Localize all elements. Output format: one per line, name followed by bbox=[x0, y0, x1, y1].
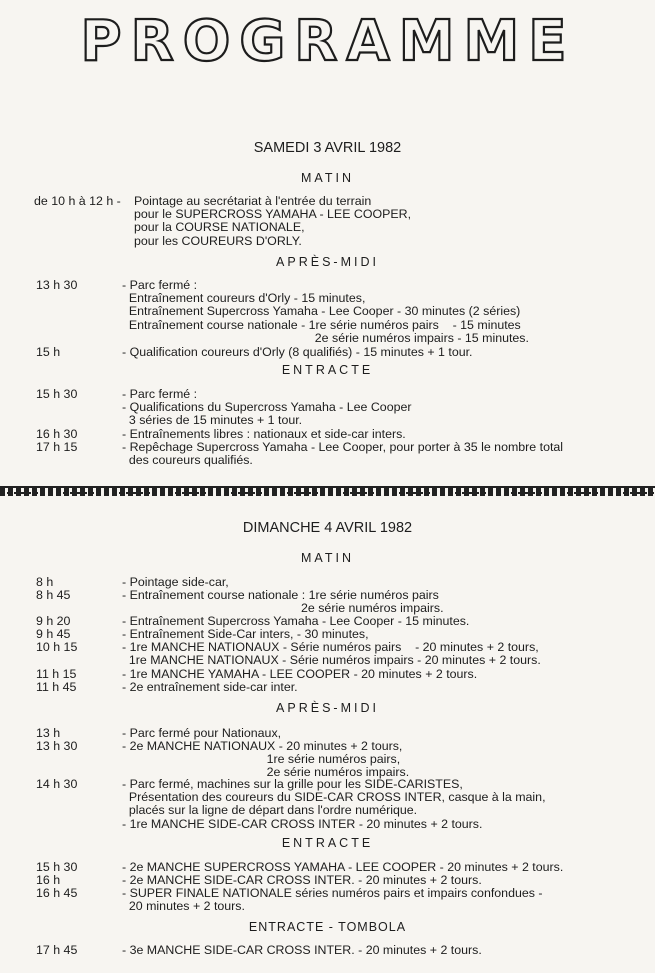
description-line: - Entraînement Supercross Yamaha - Lee Cooper - 15 minutes. bbox=[122, 614, 470, 628]
page-title: PROGRAMME bbox=[80, 9, 576, 74]
schedule-description bbox=[122, 944, 482, 957]
section-heading: APRÈS-MIDI bbox=[276, 255, 379, 269]
description-line: 1re série numéros pairs, bbox=[122, 752, 401, 767]
schedule-time: 9 h 45 bbox=[36, 627, 71, 641]
description-line: 2e série numéros impairs. bbox=[122, 601, 444, 616]
schedule-time: de 10 h à 12 h - bbox=[34, 194, 121, 208]
schedule-description bbox=[122, 641, 541, 667]
schedule-description bbox=[122, 681, 298, 694]
schedule-time: 17 h 45 bbox=[36, 943, 78, 957]
description-line: - Entraînement course nationale : 1re série numéros pairs bbox=[122, 588, 439, 602]
section-heading: MATIN bbox=[301, 171, 354, 185]
schedule-time: 16 h 30 bbox=[36, 427, 78, 441]
description-line: - SUPER FINALE NATIONALE séries numéros pairs et impairs confondues - bbox=[122, 886, 543, 900]
description-line: 20 minutes + 2 tours. bbox=[122, 899, 245, 914]
section-heading: ENTRACTE bbox=[281, 836, 374, 850]
description-line: - Parc fermé : bbox=[122, 387, 198, 401]
description-line: placés sur la ligne de départ dans l'ordre numérique. bbox=[122, 803, 418, 818]
schedule-time: 13 h 30 bbox=[36, 739, 78, 753]
page-divider bbox=[0, 486, 655, 496]
schedule-description bbox=[122, 740, 409, 780]
schedule-time: 8 h 45 bbox=[36, 588, 71, 602]
schedule-description bbox=[122, 279, 529, 345]
description-line: pour les COUREURS D'ORLY. bbox=[134, 233, 302, 248]
saturday-date: SAMEDI 3 AVRIL 1982 bbox=[253, 140, 402, 156]
description-line: - 1re MANCHE SIDE-CAR CROSS INTER - 20 minutes + 2 tours. bbox=[122, 816, 483, 831]
description-line: - 1re MANCHE YAMAHA - LEE COOPER - 20 minutes + 2 tours. bbox=[122, 667, 478, 681]
description-line: - Entraînements libres : nationaux et side-car inters. bbox=[122, 427, 406, 441]
description-line: - Entraînement Side-Car inters, - 30 minutes, bbox=[122, 627, 369, 641]
schedule-description bbox=[122, 589, 444, 615]
schedule-time: 16 h bbox=[36, 873, 61, 887]
description-line: - Qualification coureurs d'Orly (8 qualifiés) - 15 minutes + 1 tour. bbox=[122, 345, 473, 359]
description-line: - 2e MANCHE SIDE-CAR CROSS INTER. - 20 minutes + 2 tours. bbox=[122, 873, 482, 887]
section-heading: APRÈS-MIDI bbox=[276, 701, 379, 715]
description-line: pour la COURSE NATIONALE, bbox=[134, 220, 305, 235]
description-line: - Qualifications du Supercross Yamaha - Lee Cooper bbox=[122, 400, 412, 415]
description-line: pour le SUPERCROSS YAMAHA - LEE COOPER, bbox=[134, 207, 412, 222]
description-line: - 3e MANCHE SIDE-CAR CROSS INTER. - 20 minutes + 2 tours. bbox=[122, 943, 482, 957]
schedule-time: 17 h 15 bbox=[36, 440, 78, 454]
description-line: 1re MANCHE NATIONAUX - Série numéros impairs - 20 minutes + 2 tours. bbox=[122, 653, 541, 668]
schedule-time: 15 h bbox=[36, 345, 61, 359]
description-line: Entraînement course nationale - 1re série numéros pairs - 15 minutes bbox=[122, 317, 521, 332]
section-heading: ENTRACTE - TOMBOLA bbox=[248, 920, 407, 934]
schedule-description bbox=[122, 778, 546, 831]
schedule-time: 8 h bbox=[36, 575, 54, 589]
description-line: Pointage au secrétariat à l'entrée du terrain bbox=[134, 194, 372, 208]
schedule-time: 14 h 30 bbox=[36, 777, 78, 791]
schedule-description bbox=[122, 441, 563, 467]
schedule-time: 11 h 45 bbox=[36, 680, 77, 694]
schedule-description bbox=[122, 388, 412, 428]
schedule-description bbox=[134, 195, 411, 248]
schedule-time: 15 h 30 bbox=[36, 387, 78, 401]
schedule-description bbox=[122, 346, 473, 359]
description-line: Entraînement Supercross Yamaha - Lee Cooper - 30 minutes (2 séries) bbox=[122, 304, 521, 319]
description-line: - 2e MANCHE NATIONAUX - 20 minutes + 2 tours, bbox=[122, 739, 403, 753]
schedule-time: 15 h 30 bbox=[36, 860, 78, 874]
description-line: - Parc fermé : bbox=[122, 278, 198, 292]
description-line: 2e série numéros impairs - 15 minutes. bbox=[122, 330, 529, 345]
schedule-time: 10 h 15 bbox=[36, 640, 78, 654]
description-line: - Repêchage Supercross Yamaha - Lee Cooper, pour porter à 35 le nombre total bbox=[122, 440, 564, 454]
description-line: - Parc fermé pour Nationaux, bbox=[122, 726, 282, 740]
description-line: - 2e entraînement side-car inter. bbox=[122, 680, 298, 694]
description-line: 2e série numéros impairs. bbox=[122, 765, 410, 780]
description-line: Présentation des coureurs du SIDE-CAR CROSS INTER, casque à la main, bbox=[122, 790, 546, 805]
section-heading: MATIN bbox=[301, 551, 354, 565]
description-line: des coureurs qualifiés. bbox=[122, 453, 253, 468]
schedule-time: 9 h 20 bbox=[36, 614, 71, 628]
schedule-time: 11 h 15 bbox=[36, 667, 77, 681]
schedule-time: 13 h 30 bbox=[36, 278, 78, 292]
description-line: - 1re MANCHE NATIONAUX - Série numéros pairs - 20 minutes + 2 tours, bbox=[122, 640, 539, 654]
schedule-description bbox=[122, 887, 543, 913]
description-line: - 2e MANCHE SUPERCROSS YAMAHA - LEE COOPER - 20 minutes + 2 tours. bbox=[122, 860, 564, 874]
schedule-time: 16 h 45 bbox=[36, 886, 78, 900]
schedule-time: 13 h bbox=[36, 726, 61, 740]
sunday-date: DIMANCHE 4 AVRIL 1982 bbox=[242, 520, 413, 536]
section-heading: ENTRACTE bbox=[281, 363, 374, 377]
description-line: - Pointage side-car, bbox=[122, 575, 229, 589]
description-line: 3 séries de 15 minutes + 1 tour. bbox=[122, 413, 303, 428]
description-line: Entraînement coureurs d'Orly - 15 minutes, bbox=[122, 291, 366, 306]
description-line: - Parc fermé, machines sur la grille pour les SIDE-CARISTES, bbox=[122, 777, 463, 791]
